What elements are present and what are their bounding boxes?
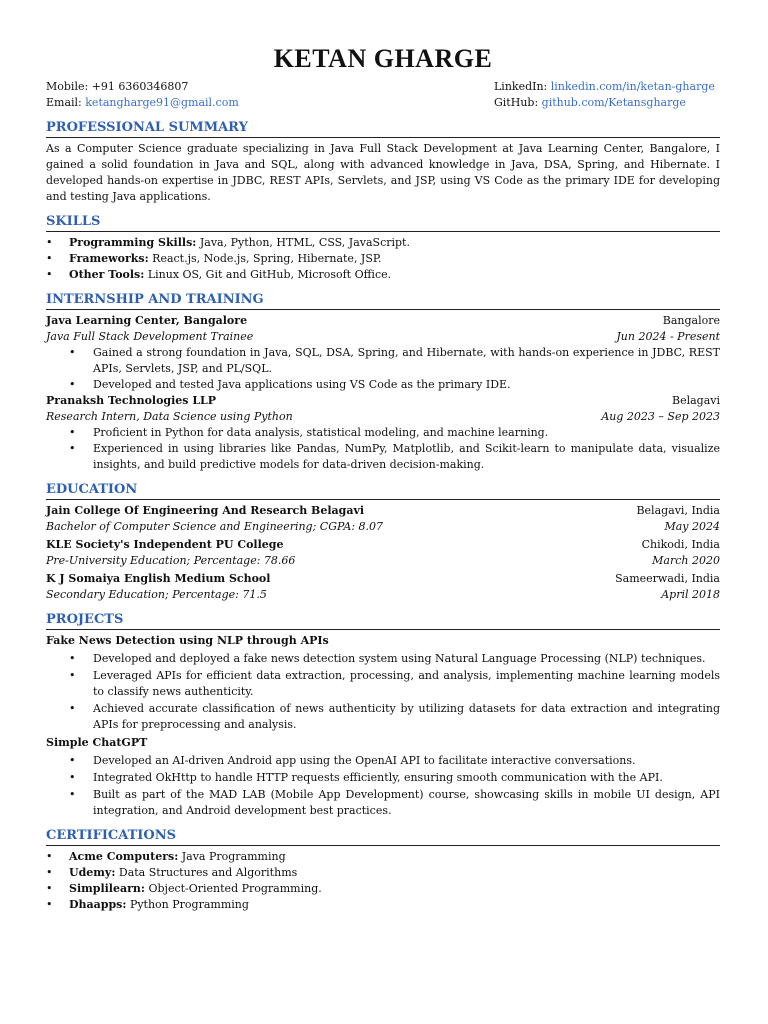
education-row xyxy=(46,587,720,603)
linkedin-line xyxy=(494,79,720,95)
education-row xyxy=(46,571,720,587)
cert-name: Object-Oriented Programming. xyxy=(148,882,322,895)
github-line xyxy=(494,95,720,111)
cert-name: Python Programming xyxy=(129,898,249,911)
mobile-number: +91 6360346807 xyxy=(91,80,189,93)
projects-heading: PROJECTS xyxy=(46,612,720,630)
cert-name: Data Structures and Algorithms xyxy=(118,866,298,879)
internship-bullet: • Experienced in using libraries like Pandas, NumPy, Matplotlib, and Scikit-learn to manipulate data, visualize insights, and build predictive models for data-driven decision-making. xyxy=(46,441,720,473)
project-bullet: • Built as part of the MAD LAB (Mobile App Development) course, showcasing skills in mobile UI design, API integration, and Android development best practices. xyxy=(46,787,720,819)
summary-text: As a Computer Science graduate specializing in Java Full Stack Development at Java Learning Center, Bangalore, I gained a solid foundation in Java and SQL, along with advanced knowledge in Java, DSA, Spring, and Hibernate. I developed hands-on expertise in JDBC, REST APIs, Servlets, and JSP, using VS Code as the primary IDE for developing and testing Java applications. xyxy=(46,142,720,203)
skills-section xyxy=(46,214,720,283)
email-link[interactable]: ketangharge91@gmail.com xyxy=(85,96,239,109)
skill-label: Programming Skills: xyxy=(69,236,197,249)
internship-entry xyxy=(46,313,720,393)
internship-org: Java Learning Center, Bangalore xyxy=(46,314,248,327)
candidate-name: KETAN GHARGE xyxy=(273,44,493,73)
github-link[interactable]: github.com/Ketansgharge xyxy=(541,96,686,109)
project-bullet: • Leveraged APIs for efficient data extraction, processing, and analysis, implementing machine learning models to classify news authenticity. xyxy=(46,668,720,700)
education-location: Belagavi, India xyxy=(636,504,720,517)
mobile-line xyxy=(46,79,239,95)
skills-list xyxy=(46,235,720,283)
internship-dates: Aug 2023 – Sep 2023 xyxy=(601,410,720,423)
cert-issuer: Simplilearn: xyxy=(69,882,145,895)
skill-value: React.js, Node.js, Spring, Hibernate, JSP. xyxy=(152,252,382,265)
internship-role: Java Full Stack Development Trainee xyxy=(46,330,254,343)
education-section xyxy=(46,482,720,603)
skill-value: Java, Python, HTML, CSS, JavaScript. xyxy=(199,236,410,249)
internship-bullets xyxy=(46,345,720,393)
contact-block xyxy=(46,79,720,111)
certification-item xyxy=(46,849,720,865)
contact-left xyxy=(46,79,239,111)
education-entry xyxy=(46,503,720,535)
education-entry xyxy=(46,571,720,603)
linkedin-label: LinkedIn: xyxy=(494,80,548,93)
internship-role: Research Intern, Data Science using Python xyxy=(46,410,293,423)
skill-label: Frameworks: xyxy=(69,252,149,265)
project-title: Simple ChatGPT xyxy=(46,736,148,749)
linkedin-link[interactable]: linkedin.com/in/ketan-gharge xyxy=(550,80,715,93)
cert-issuer: Udemy: xyxy=(69,866,116,879)
internship-bullet: • Gained a strong foundation in Java, SQL, DSA, Spring, and Hibernate, with hands-on experience in JDBC, REST APIs, Servlets, JSP, and PL/SQL. xyxy=(46,345,720,377)
project-bullets xyxy=(46,753,720,819)
certification-item xyxy=(46,881,720,897)
certification-item xyxy=(46,865,720,881)
education-degree: Secondary Education; Percentage: 71.5 xyxy=(46,588,267,601)
education-entry xyxy=(46,537,720,569)
skill-item xyxy=(46,235,720,251)
contact-right xyxy=(494,79,720,111)
skill-value: Linux OS, Git and GitHub, Microsoft Office. xyxy=(147,268,392,281)
skill-label: Other Tools: xyxy=(69,268,145,281)
github-label: GitHub: xyxy=(494,96,539,109)
education-row xyxy=(46,519,720,535)
education-degree: Pre-University Education; Percentage: 78.66 xyxy=(46,554,296,567)
skill-item xyxy=(46,267,720,283)
mobile-label: Mobile: xyxy=(46,80,89,93)
resume-page xyxy=(46,44,720,913)
email-label: Email: xyxy=(46,96,82,109)
internship-org: Pranaksh Technologies LLP xyxy=(46,394,217,407)
cert-name: Java Programming xyxy=(181,850,286,863)
education-row xyxy=(46,553,720,569)
internship-location: Bangalore xyxy=(662,314,720,327)
internship-entry xyxy=(46,393,720,473)
education-school: Jain College Of Engineering And Research Belagavi xyxy=(46,504,365,517)
project-bullet: • Developed and deployed a fake news detection system using Natural Language Processing (NLP) techniques. xyxy=(46,651,720,667)
internship-section xyxy=(46,292,720,473)
projects-section xyxy=(46,612,720,819)
education-date: April 2018 xyxy=(661,588,720,601)
internship-bullets xyxy=(46,425,720,473)
certifications-section xyxy=(46,828,720,913)
internship-bullet: • Proficient in Python for data analysis, statistical modeling, and machine learning. xyxy=(46,425,720,441)
internship-role-row xyxy=(46,329,720,345)
project-title: Fake News Detection using NLP through APIs xyxy=(46,634,329,647)
skill-item xyxy=(46,251,720,267)
certification-item xyxy=(46,897,720,913)
certifications-list xyxy=(46,849,720,913)
internship-heading: INTERNSHIP AND TRAINING xyxy=(46,292,720,310)
email-line xyxy=(46,95,239,111)
internship-dates: Jun 2024 - Present xyxy=(616,330,720,343)
education-degree: Bachelor of Computer Science and Engineering; CGPA: 8.07 xyxy=(46,520,384,533)
internship-role-row xyxy=(46,409,720,425)
education-row xyxy=(46,537,720,553)
internship-bullet: • Developed and tested Java applications using VS Code as the primary IDE. xyxy=(46,377,720,393)
education-location: Chikodi, India xyxy=(641,538,720,551)
education-school: KLE Society's Independent PU College xyxy=(46,538,284,551)
project-bullet: • Achieved accurate classification of news authenticity by utilizing datasets for data extraction and integrating APIs for preprocessing and analysis. xyxy=(46,701,720,733)
education-heading: EDUCATION xyxy=(46,482,720,500)
skills-heading: SKILLS xyxy=(46,214,720,232)
project-bullet: • Integrated OkHttp to handle HTTP requests efficiently, ensuring smooth communication with the API. xyxy=(46,770,720,786)
cert-issuer: Dhaapps: xyxy=(69,898,127,911)
summary-heading: PROFESSIONAL SUMMARY xyxy=(46,120,720,138)
education-location: Sameerwadi, India xyxy=(615,572,720,585)
project-bullets xyxy=(46,651,720,733)
cert-issuer: Acme Computers: xyxy=(69,850,179,863)
certifications-heading: CERTIFICATIONS xyxy=(46,828,720,846)
internship-header-row xyxy=(46,313,720,329)
internship-header-row xyxy=(46,393,720,409)
education-date: March 2020 xyxy=(652,554,720,567)
summary-section xyxy=(46,120,720,205)
education-school: K J Somaiya English Medium School xyxy=(46,572,271,585)
project-bullet: • Developed an AI-driven Android app using the OpenAI API to facilitate interactive conversations. xyxy=(46,753,720,769)
education-row xyxy=(46,503,720,519)
education-date: May 2024 xyxy=(664,520,720,533)
internship-location: Belagavi xyxy=(671,394,720,407)
